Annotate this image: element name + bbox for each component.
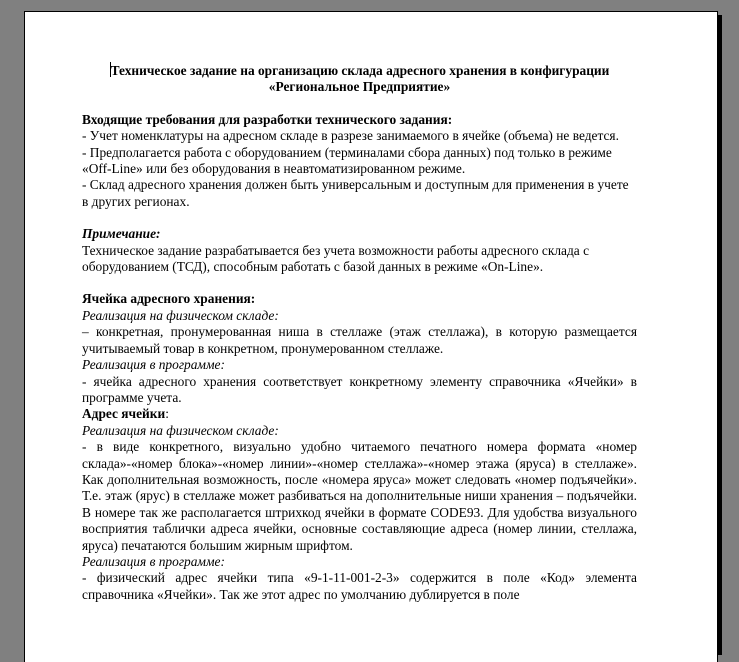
note-heading: Примечание: bbox=[82, 226, 161, 242]
address-program-text: - физический адрес ячейки типа «9-1-11-001-2-3» содержится в поле «Код» элемента справочника «Ячейки». Так же этот адрес по умолчанию дублируется в поле bbox=[82, 570, 637, 602]
title-line-2: «Региональное Предприятие» bbox=[268, 79, 451, 95]
requirement-3: - Склад адресного хранения должен быть универсальным и доступным для применения в учете в других регионах. bbox=[82, 177, 629, 209]
requirement-2: - Предполагается работа с оборудованием (терминалами сбора данных) под только в режиме «Off-Line» или без оборудования в неавтоматизированном режиме. bbox=[82, 144, 612, 177]
cell-program-text: - ячейка адресного хранения соответствует конкретному элементу справочника «Ячейки» в программе учета. bbox=[82, 373, 637, 405]
cell-program-label: Реализация в программе: bbox=[82, 357, 225, 373]
address-program-label: Реализация в программе: bbox=[82, 553, 225, 569]
page-shadow bbox=[717, 15, 722, 655]
requirement-1: - Учет номенклатуры на адресном складе в разрезе занимаемого в ячейке (объема) не ведется. bbox=[82, 128, 619, 144]
address-heading-line bbox=[82, 406, 637, 422]
cell-physical-label: Реализация на физическом складе: bbox=[82, 307, 279, 323]
cell-physical-text: – конкретная, пронумерованная ниша в стеллаже (этаж стеллажа), в которую размещается учитываемый товар в конкретном, пронумерованном стеллаже. bbox=[82, 324, 637, 356]
document-title bbox=[82, 62, 637, 96]
cell-heading: Ячейка адресного хранения: bbox=[82, 291, 256, 307]
requirements-heading: Входящие требования для разработки технического задания: bbox=[82, 111, 453, 127]
address-heading-colon: : bbox=[165, 406, 169, 422]
address-heading: Адрес ячейки bbox=[82, 406, 166, 422]
document-body bbox=[82, 62, 637, 603]
title-line-1: Техническое задание на организацию склада адресного хранения в конфигурации bbox=[110, 63, 610, 78]
address-physical-text: - в виде конкретного, визуально удобно читаемого печатного номера формата «номер склада»-«номер блока»-«номер линии»-«номер стеллажа»-«номер этажа (яруса) в стеллаже». Как дополнительная возможность, после «номера яруса» может следовать «номер подъячейки». Т.е. этаж (ярус) в стеллаже может разбиваться на дополнительные ниши хранения – подъячейки. В номере так же располагается штрихкод ячейки в формате CODE93. Для удобства визуального восприятия таблички адреса ячейки, основные составляющие адреса (номер линии, стеллажа, яруса) печатаются большим жирным шрифтом. bbox=[82, 439, 637, 553]
note-text: Техническое задание разрабатывается без учета возможности работы адресного склада с оборудованием (ТСД), способным работать с базой данных в режиме «On-Line». bbox=[82, 242, 590, 275]
address-physical-label: Реализация на физическом складе: bbox=[82, 422, 279, 438]
